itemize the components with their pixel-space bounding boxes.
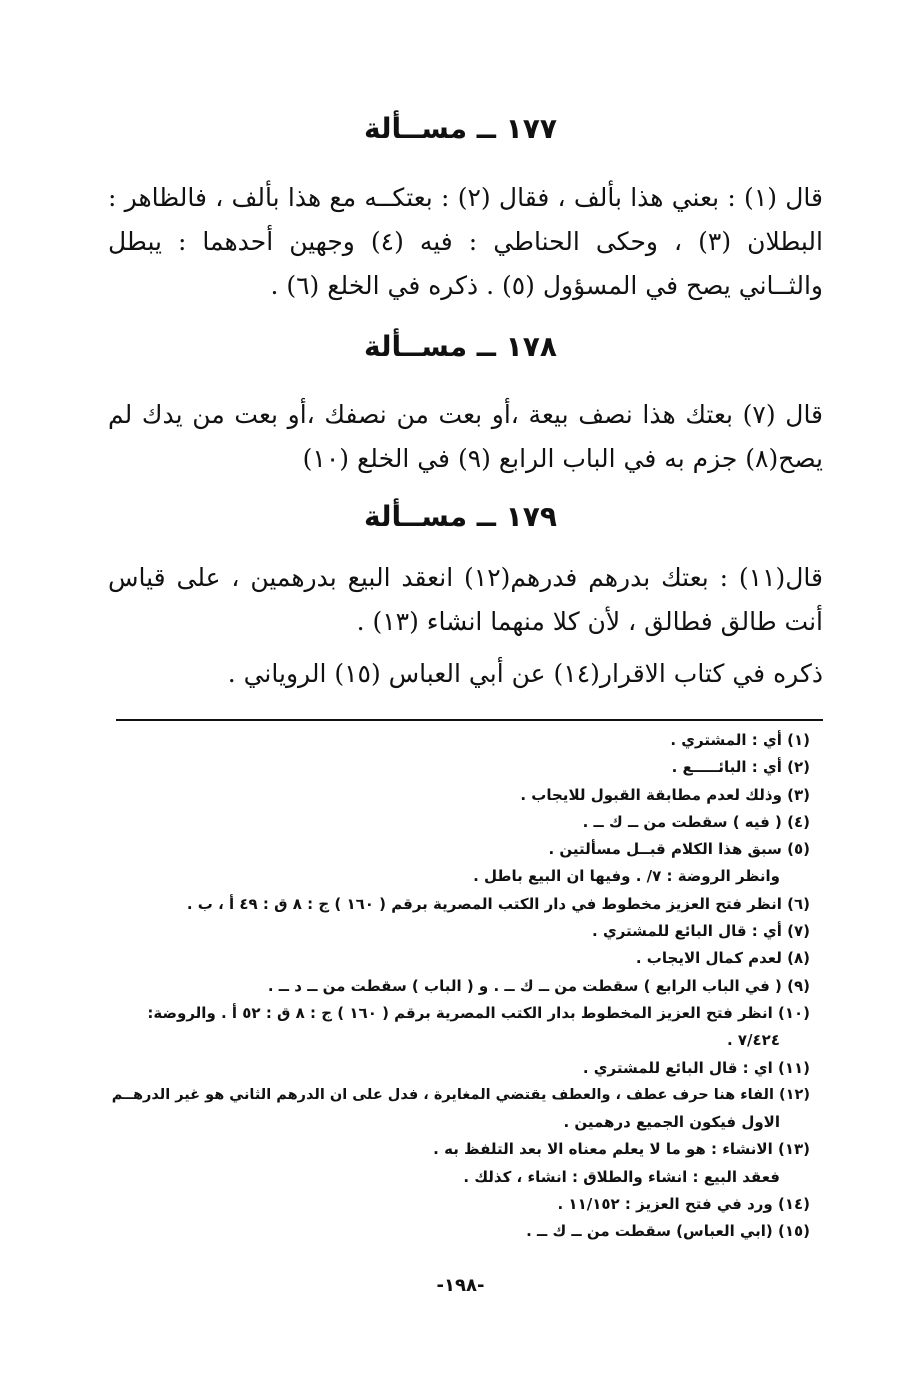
- footnote-continuation: فعقد البيع : انشاء والطلاق : انشاء ، كذلك .: [463, 1167, 780, 1186]
- footnote: (١٠) انظر فتح العزيز المخطوط بدار الكتب المصرية برقم ( ١٦٠ ) ج : ٨ ق : ٥٢ أ . والروضة:: [147, 1003, 810, 1022]
- footnote: (١٢) الفاء هنا حرف عطف ، والعطف يقتضي المغايرة ، فدل على ان الدرهم الثاني هو غير الدرهــم: [111, 1086, 810, 1103]
- footnote: (١) أي : المشتري .: [670, 731, 810, 749]
- footnote: (١٤) ورد في فتح العزيز : ١١/١٥٢ .: [557, 1195, 810, 1214]
- section-body-179: [108, 556, 823, 696]
- footnote: (١١) اي : قال البائع للمشتري .: [582, 1058, 810, 1077]
- paragraph: قال (١) : بعني هذا بألف ، فقال (٢) : بعتكــه مع هذا بألف ، فالظاهر : البطلان (٣) ، وحكى الحناطي : فيه (٤) وجهين أحدهما : يبطل والثــاني يصح في المسؤول (٥) . ذكره في الخلع (٦) .: [108, 183, 823, 300]
- paragraph: قال(١١) : بعتك بدرهم فدرهم(١٢) انعقد البيع بدرهمين ، على قياس أنت طالق فطالق ، لأن كلا منهما انشاء (١٣) .: [108, 563, 823, 636]
- footnote: (٤) ( فيه ) سقطت من ــ ك ــ .: [582, 812, 810, 831]
- paragraph: ذكره في كتاب الاقرار(١٤) عن أبي العباس (١٥) الروياني .: [227, 659, 823, 688]
- footnote: (٨) لعدم كمال الايجاب .: [635, 949, 810, 968]
- footnotes: [112, 727, 810, 1246]
- footnote: (١٣) الانشاء : هو ما لا يعلم معناه الا بعد التلفظ به .: [433, 1140, 810, 1159]
- section-body-178: [108, 393, 823, 481]
- page-number: -١٩٨-: [436, 1275, 485, 1296]
- section-body-177: [108, 176, 823, 308]
- footnote: (٢) أي : البائـــــع .: [671, 758, 810, 777]
- footnote: (٩) ( في الباب الرابع ) سقطت من ــ ك ــ . و ( الباب ) سقطت من ــ د ــ .: [267, 976, 810, 995]
- footnote: (١٥) (ابي العباس) سقطت من ــ ك ــ .: [526, 1222, 810, 1241]
- footnote: (٧) أي : قال البائع للمشتري .: [592, 922, 810, 941]
- section-heading-177: ١٧٧ ــ مســألة: [364, 112, 557, 145]
- footnote: (٥) سبق هذا الكلام قبــل مسألتين .: [548, 840, 810, 859]
- footnote-divider: [116, 719, 823, 721]
- paragraph: قال (٧) بعتك هذا نصف بيعة ،أو بعت من نصفك ،أو بعت من يدك لم يصح(٨) جزم به في الباب الرابع (٩) في الخلع (١٠): [108, 400, 824, 473]
- section-heading-178: ١٧٨ ــ مســألة: [364, 330, 557, 363]
- footnote-continuation: ٧/٤٢٤ .: [726, 1031, 780, 1050]
- footnote-continuation: الاول فيكون الجميع درهمين .: [563, 1113, 780, 1132]
- footnote: (٣) وذلك لعدم مطابقة القبول للايجاب .: [520, 785, 810, 804]
- footnote: (٦) انظر فتح العزيز مخطوط في دار الكتب المصرية برقم ( ١٦٠ ) ج : ٨ ق : ٤٩ أ ، ب .: [186, 894, 810, 913]
- section-heading-179: ١٧٩ ــ مســألة: [364, 500, 557, 533]
- footnote-continuation: وانظر الروضة : ٧/ . وفيها ان البيع باطل .: [473, 867, 780, 886]
